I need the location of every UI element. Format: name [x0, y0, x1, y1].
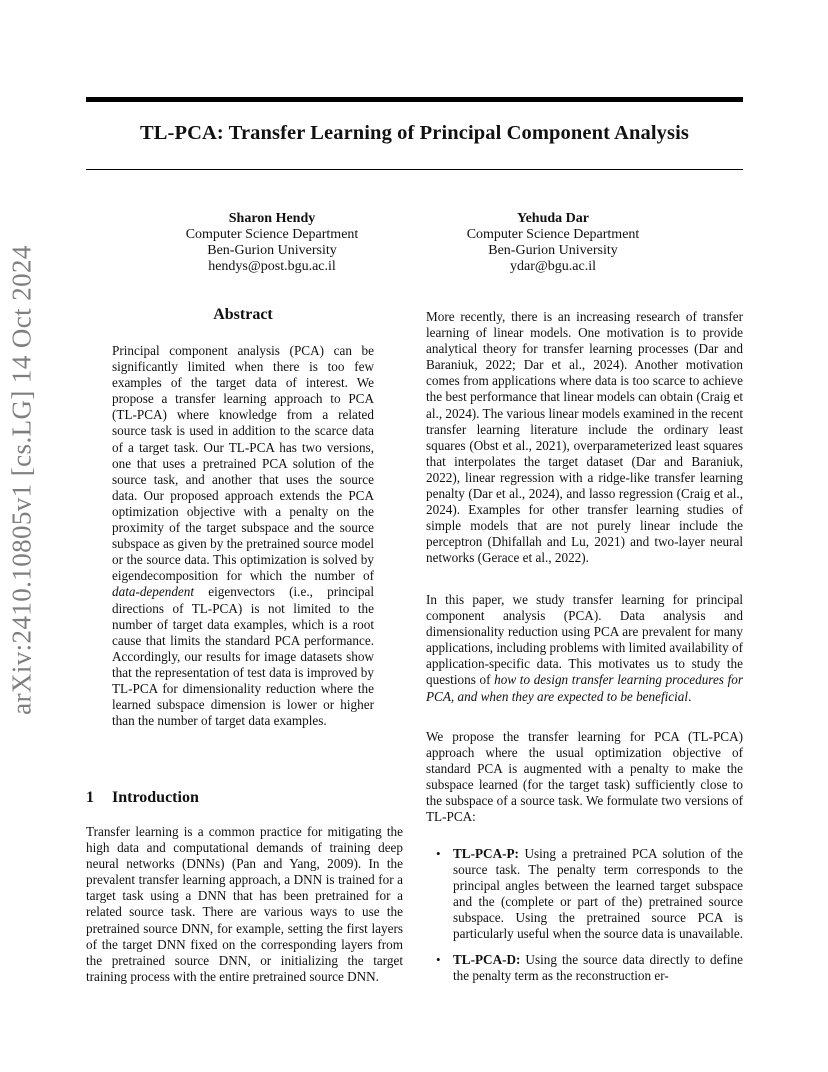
author-block-2 [422, 211, 684, 275]
section-heading-introduction [86, 789, 199, 807]
list-item [426, 846, 743, 943]
author-name: Sharon Hendy [228, 211, 316, 226]
list-item-term: TL-PCA-D: [453, 951, 521, 967]
section-number: 1 [86, 789, 94, 806]
title-rule-bottom [86, 169, 743, 170]
author-university: Ben-Gurion University [207, 243, 337, 258]
bullet-icon: • [436, 951, 441, 967]
author-name: Yehuda Dar [517, 211, 589, 226]
abstract-text-part-1: Principal component analysis (PCA) can be significantly limited when there is too few examples of the target data of interest. We propose a transfer learning approach to PCA (TL-PCA) where knowledge from a related source task is used in addition to the scarce data of a target task. Our TL-PCA has two versions, one that uses a pretrained PCA solution of the source task, and another that uses the source data. Our proposed approach extends the PCA optimization objective with a penalty on the proximity of the target subspace and the source subspace as given by the pretrained source model or the source data. This optimization is solved by eigendecomposition for which the number of [112, 343, 374, 584]
list-item [426, 952, 743, 984]
body-paragraph-proposal: We propose the transfer learning for PCA (TL-PCA) approach where the usual optimization objective of standard PCA is augmented with a penalty to make the subspace learned (for the target task) sufficiently close to the subspace of a source task. We formulate two versions of TL-PCA: [426, 729, 743, 825]
body-paragraph-linear-models: More recently, there is an increasing research of transfer learning of linear models. One motivation is to provide analytical theory for transfer learning processes (Dar and Baraniuk, 2022; Dar et al., 2024). Another motivation comes from applications where data is too scarce to achieve the best performance that linear models can obtain (Craig et al., 2024). The various linear models examined in the recent transfer learning literature include the ordinary least squares (Obst et al., 2021), overparameterized least squares that interpolates the target dataset (Dar and Baraniuk, 2022), linear regression with a ridge-like transfer learning penalty (Dar et al., 2024), and lasso regression (Craig et al., 2024). Examples for other transfer learning studies of simple models that are not purely linear include the perceptron (Dhifallah and Lu, 2021) and two-layer neural networks (Gerace et al., 2022). [426, 309, 743, 566]
author-email: ydar@bgu.ac.il [510, 259, 596, 274]
list-item-text: Using a pretrained PCA solution of the source task. The penalty term corresponds to the principal angles between the learned target subspace and the (complete or part of the) pretrained source subspace. Using the pretrained source PCA is particularly useful when the source data is unavailable. [453, 846, 744, 942]
abstract-text-part-2: eigenvectors (i.e., principal directions of TL-PCA) is not limited to the number of target data examples, which is a root cause that limits the standard PCA performance. Accordingly, our results for image datasets show that the representation of test data is improved by TL-PCA for dimensionality reduction where the learned subspace dimension is lower or higher than the number of target data examples. [112, 584, 374, 729]
list-item-text: Using the source data directly to define the penalty term as the reconstruction er- [453, 951, 743, 983]
author-block-1 [141, 211, 403, 275]
arxiv-identifier-text: arXiv:2410.10805v1 [cs.LG] 14 Oct 2024 [6, 245, 37, 715]
introduction-paragraph-1: Transfer learning is a common practice for mitigating the high data and computational demands of training deep neural networks (DNNs) (Pan and Yang, 2009). In the prevalent transfer learning approach, a DNN is trained for a target task using a DNN that has been pretrained for a related source task. There are various ways to use the pretrained source DNN, for example, setting the first layers of the target DNN fixed on the corresponding layers from the pretrained source DNN, or initializing the target training process with the entire pretrained source DNN. [86, 824, 403, 984]
list-item-term: TL-PCA-P: [453, 846, 519, 861]
abstract-text-italic: data-dependent [112, 584, 195, 600]
author-email: hendys@post.bgu.ac.il [208, 259, 336, 274]
bullet-icon: • [436, 846, 441, 861]
body-paragraph-this-paper [426, 592, 743, 705]
paper-title: TL-PCA: Transfer Learning of Principal Component Analysis [140, 122, 689, 144]
section-title: Introduction [112, 789, 199, 806]
title-rule-top [86, 97, 743, 102]
body-text-italic: how to design transfer learning procedures for PCA, and when they are expected to be beneficial [426, 672, 743, 704]
author-university: Ben-Gurion University [488, 243, 618, 258]
author-department: Computer Science Department [185, 227, 359, 242]
abstract-text [112, 343, 374, 729]
body-text: . [688, 688, 692, 704]
body-text: In this paper, we study transfer learning for principal component analysis (PCA). Data analysis and dimensionality reduction using PCA are prevalent for many applications, including problems with limited availability of application-specific data. This motivates us to study the questions of [426, 592, 743, 688]
author-department: Computer Science Department [466, 227, 640, 242]
abstract-heading: Abstract [213, 306, 273, 323]
tl-pca-versions-list [426, 846, 743, 993]
